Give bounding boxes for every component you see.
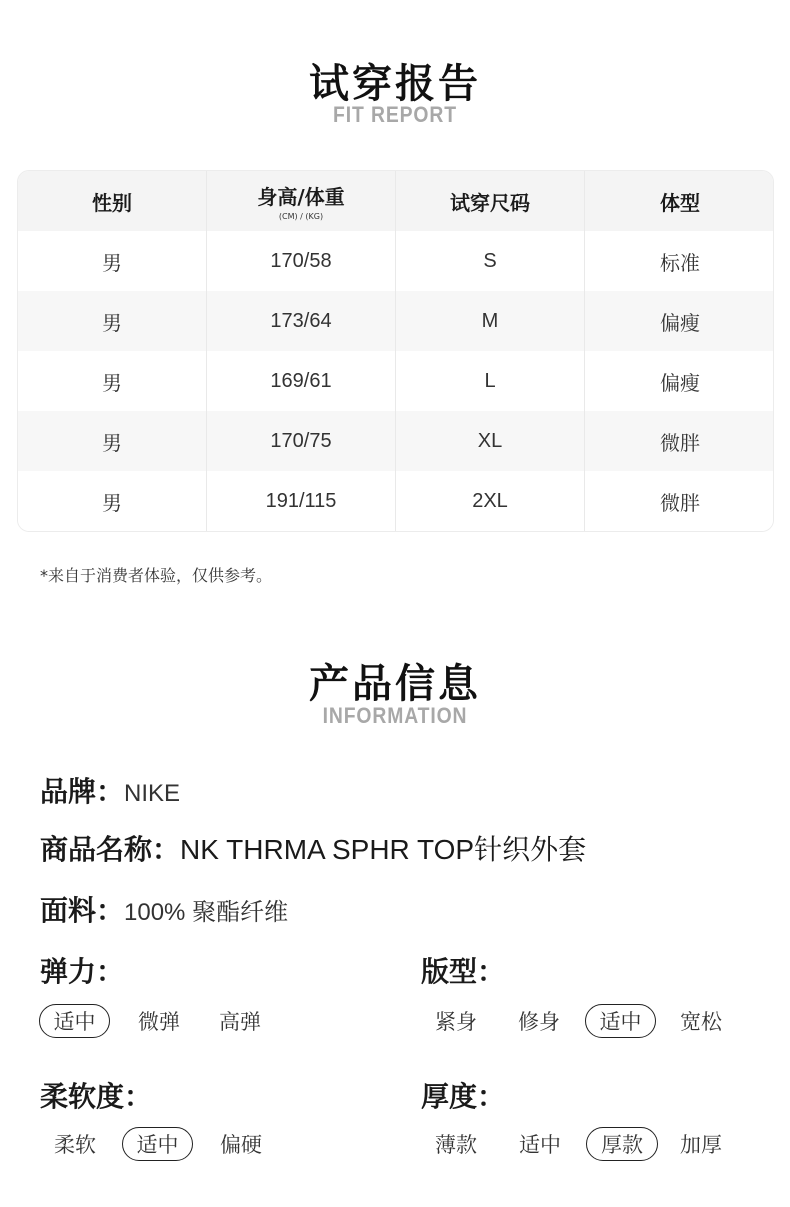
cell-gender: 男 <box>18 471 207 531</box>
table-row <box>18 411 774 471</box>
brand-value: NIKE <box>124 780 181 807</box>
fit-report-table <box>17 170 774 532</box>
thickness-label: 厚度： <box>421 1080 506 1113</box>
fabric-label: 面料： <box>40 894 125 927</box>
fit-report-footnote: *来自于消费者体验，仅供参考。 <box>40 566 273 585</box>
cell-height-weight: 173/64 <box>207 291 396 351</box>
table-row <box>18 231 774 291</box>
softness-label: 柔软度： <box>40 1080 153 1113</box>
cell-height-weight: 170/58 <box>207 231 396 291</box>
table-header-row <box>18 171 774 231</box>
table-row <box>18 471 774 531</box>
header-height-weight-label: 身高/体重 <box>257 185 345 209</box>
thickness-option: 适中 <box>519 1133 561 1157</box>
cell-body-type: 微胖 <box>660 432 700 455</box>
fit-report-subtitle: FIT REPORT <box>333 102 457 127</box>
softness-option-selected: 适中 <box>122 1127 193 1161</box>
cell-size: XL <box>396 411 585 471</box>
header-size: 试穿尺码 <box>396 171 585 231</box>
table-row <box>18 291 774 351</box>
fabric-value: 100% 聚酯纤维 <box>124 899 289 926</box>
fit-label: 版型： <box>421 955 506 988</box>
table-row <box>18 351 774 411</box>
fit-option-selected: 适中 <box>585 1004 656 1038</box>
product-name-label: 商品名称： <box>40 833 181 866</box>
cell-size: M <box>396 291 585 351</box>
brand-line <box>40 770 180 810</box>
softness-option: 柔软 <box>54 1133 96 1157</box>
product-name-value: NK THRMA SPHR TOP针织外套 <box>180 834 587 865</box>
fabric-line <box>40 889 288 929</box>
product-name-line <box>40 828 586 868</box>
fit-report-title: 试穿报告 <box>309 61 481 107</box>
thickness-option: 薄款 <box>435 1133 477 1157</box>
cell-body-type: 偏瘦 <box>660 312 700 335</box>
thickness-option: 加厚 <box>680 1133 722 1157</box>
header-body-type: 体型 <box>660 190 700 215</box>
product-info-title: 产品信息 <box>309 661 481 707</box>
elasticity-label: 弹力： <box>40 955 125 988</box>
product-info-subtitle: INFORMATION <box>322 703 468 728</box>
fit-option: 宽松 <box>680 1010 722 1034</box>
cell-height-weight: 169/61 <box>207 351 396 411</box>
cell-size: 2XL <box>396 471 585 531</box>
cell-height-weight: 170/75 <box>207 411 396 471</box>
cell-gender: 男 <box>18 291 207 351</box>
elasticity-option-selected: 适中 <box>39 1004 110 1038</box>
elasticity-option: 高弹 <box>219 1010 261 1034</box>
cell-gender: 男 <box>18 411 207 471</box>
header-height-weight <box>207 171 396 231</box>
cell-body-type: 标准 <box>660 252 700 275</box>
softness-option: 偏硬 <box>220 1133 262 1157</box>
cell-gender: 男 <box>18 351 207 411</box>
elasticity-option: 微弹 <box>138 1010 180 1034</box>
cell-height-weight: 191/115 <box>207 471 396 531</box>
cell-size: S <box>396 231 585 291</box>
cell-gender: 男 <box>18 231 207 291</box>
header-height-weight-unit: (CM) / (KG) <box>278 212 324 221</box>
thickness-option-selected: 厚款 <box>586 1127 658 1161</box>
header-gender: 性别 <box>18 171 207 231</box>
brand-label: 品牌： <box>40 775 125 808</box>
fit-option: 修身 <box>518 1010 560 1034</box>
cell-size: L <box>396 351 585 411</box>
cell-body-type: 微胖 <box>660 492 700 515</box>
fit-option: 紧身 <box>435 1010 477 1034</box>
cell-body-type: 偏瘦 <box>660 372 700 395</box>
